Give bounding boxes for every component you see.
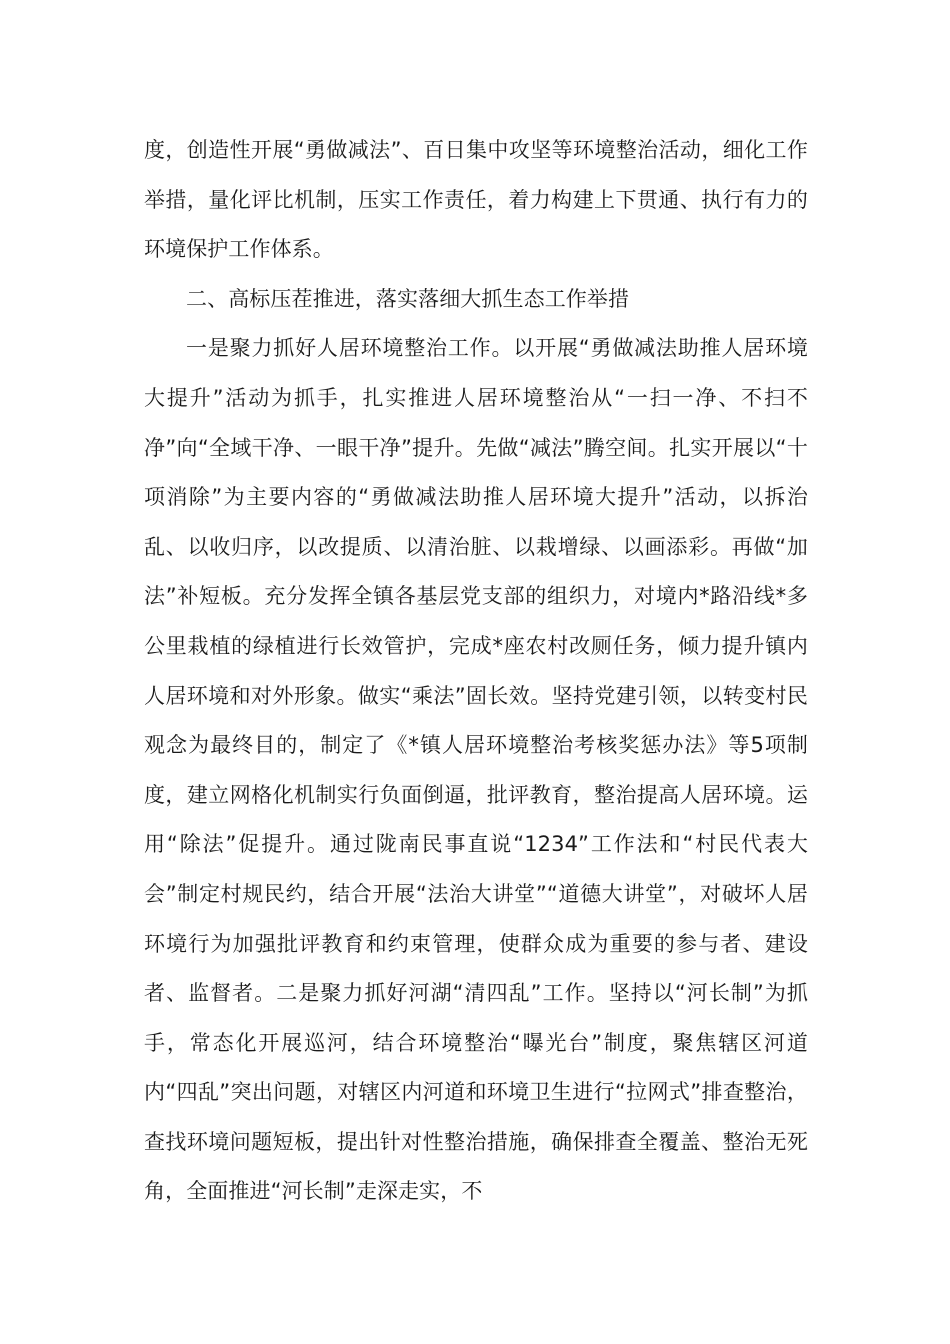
document-body xyxy=(144,126,808,1217)
paragraph-body: 一是聚力抓好人居环境整治工作。以开展“勇做减法助推人居环境大提升”活动为抓手，扎实推进人居环境整治从“一扫一净、不扫不净”向“全域干净、一眼干净”提升。先做“减法”腾空间。扎实开展以“十项消除”为主要内容的“勇做减法助推人居环境大提升”活动，以拆治乱、以收归序，以改提质、以清治脏、以栽增绿、以画添彩。再做“加法”补短板。充分发挥全镇各基层党支部的组织力，对境内*路沿线*多公里栽植的绿植进行长效管护，完成*座农村改厕任务，倾力提升镇内人居环境和对外形象。做实“乘法”固长效。坚持党建引领，以转变村民观念为最终目的，制定了《*镇人居环境整治考核奖惩办法》等5项制度，建立网格化机制实行负面倒逼，批评教育，整治提高人居环境。运用“除法”促提升。通过陇南民事直说“1234”工作法和“村民代表大会”制定村规民约，结合开展“法治大讲堂”“道德大讲堂”，对破坏人居环境行为加强批评教育和约束管理，使群众成为重要的参与者、建设者、监督者。二是聚力抓好河湖“清四乱”工作。坚持以“河长制”为抓手，常态化开展巡河，结合环境整治“曝光台”制度，聚焦辖区河道内“四乱”突出问题，对辖区内河道和环境卫生进行“拉网式”排查整治，查找环境问题短板，提出针对性整治措施，确保排查全覆盖、整治无死角，全面推进“河长制”走深走实，不 xyxy=(144,336,808,1204)
section-heading: 二、高标压茬推进，落实落细大抓生态工作举措 xyxy=(186,286,630,311)
paragraph-continuation: 度，创造性开展“勇做减法”、百日集中攻坚等环境整治活动，细化工作举措，量化评比机制，压实工作责任，着力构建上下贯通、执行有力的环境保护工作体系。 xyxy=(144,138,808,262)
